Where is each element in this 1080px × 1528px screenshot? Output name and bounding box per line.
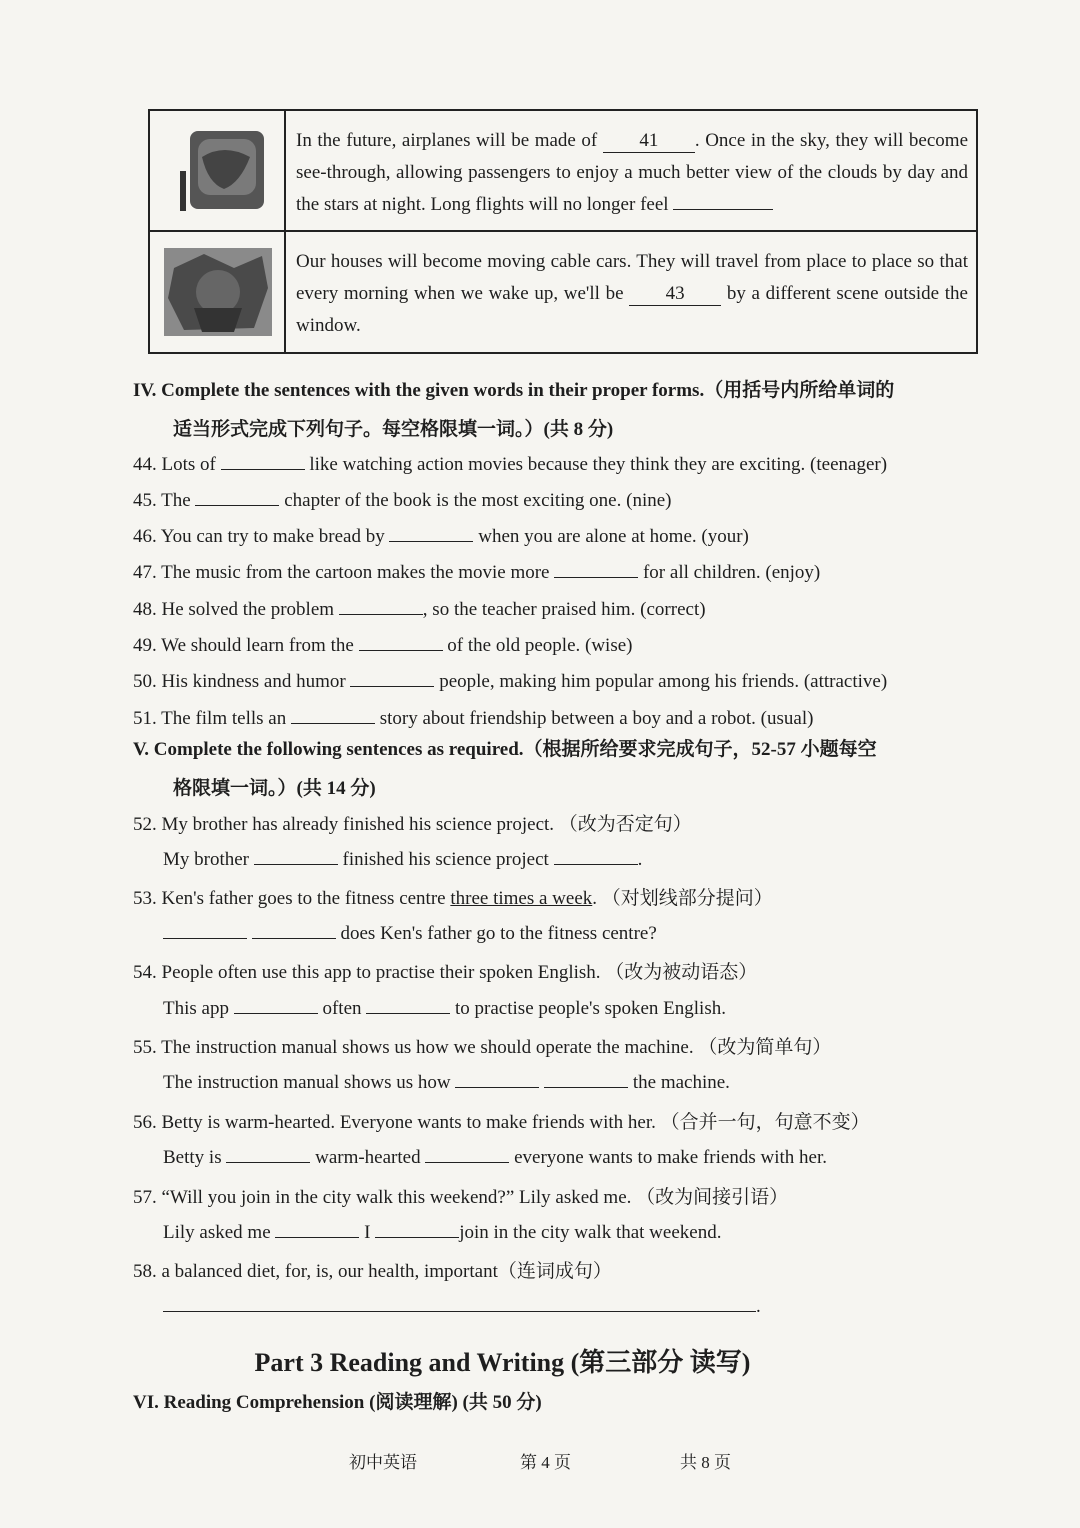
question-text: 57. “Will you join in the city walk this weekend?” Lily asked me. bbox=[133, 1187, 632, 1208]
question-text: 50. His kindness and humor bbox=[133, 671, 346, 692]
question-text: , so the teacher praised him. (correct) bbox=[422, 599, 706, 620]
answer-text: often bbox=[322, 998, 362, 1019]
question-57 bbox=[133, 1182, 788, 1209]
question-text: 54. People often use this app to practise their spoken English. bbox=[133, 962, 601, 983]
answer-line-58[interactable] bbox=[163, 1311, 756, 1312]
answer-text: Betty is bbox=[163, 1147, 222, 1168]
answer-blank[interactable] bbox=[339, 596, 423, 615]
question-52 bbox=[133, 809, 692, 836]
question-text: like watching action movies because they think they are exciting. (teenager) bbox=[309, 454, 888, 475]
question-44 bbox=[133, 451, 887, 476]
answer-blank[interactable] bbox=[389, 523, 473, 542]
answer-blank[interactable] bbox=[221, 451, 305, 470]
section-4-heading bbox=[133, 374, 973, 408]
answer-blank[interactable] bbox=[554, 846, 638, 865]
question-58 bbox=[133, 1256, 612, 1283]
question-46 bbox=[133, 523, 749, 548]
answer-blank[interactable] bbox=[254, 846, 338, 865]
answer-line-period: . bbox=[756, 1296, 761, 1317]
question-56 bbox=[133, 1107, 870, 1134]
question-45 bbox=[133, 487, 672, 512]
question-text: when you are alone at home. (your) bbox=[478, 526, 749, 547]
section-title-cn: （根据所给要求完成句子，52-57 小题每空 bbox=[523, 739, 877, 760]
answer-blank[interactable] bbox=[366, 995, 450, 1014]
answer-text: The instruction manual shows us how bbox=[163, 1072, 451, 1093]
answer-blank[interactable] bbox=[234, 995, 318, 1014]
question-instruction: （改为否定句） bbox=[558, 814, 692, 835]
answer-blank[interactable] bbox=[554, 559, 638, 578]
section-5-heading bbox=[133, 733, 973, 767]
question-instruction: （改为简单句） bbox=[698, 1037, 832, 1058]
question-text: 45. The bbox=[133, 490, 191, 511]
answer-53 bbox=[163, 920, 657, 945]
answer-text: the machine. bbox=[632, 1072, 730, 1093]
question-text: 44. Lots of bbox=[133, 454, 216, 475]
section-5-heading-cont: 格限填一词。）(共 14 分) bbox=[173, 778, 376, 799]
section-6-heading: VI. Reading Comprehension (阅读理解) (共 50 分) bbox=[133, 1392, 542, 1413]
passage-text bbox=[296, 246, 968, 342]
answer-52 bbox=[163, 846, 642, 871]
passage-text bbox=[296, 125, 968, 221]
question-51 bbox=[133, 705, 813, 730]
image-cell bbox=[150, 232, 286, 352]
question-text: 56. Betty is warm-hearted. Everyone wants to make friends with her. bbox=[133, 1112, 656, 1133]
answer-57 bbox=[163, 1219, 721, 1244]
house-photo bbox=[164, 248, 272, 336]
question-text: chapter of the book is the most exciting one. (nine) bbox=[284, 490, 672, 511]
question-text: 58. a balanced diet, for, is, our health, important bbox=[133, 1261, 498, 1282]
table-row bbox=[150, 232, 976, 352]
section-title: V. Complete the following sentences as required. bbox=[133, 739, 524, 760]
question-text: 53. Ken's father goes to the fitness centre bbox=[133, 888, 446, 909]
answer-blank[interactable] bbox=[425, 1144, 509, 1163]
question-text: 48. He solved the problem bbox=[133, 599, 335, 620]
question-instruction: （对划线部分提问） bbox=[601, 888, 773, 909]
section-title-cn: （用括号内所给单词的 bbox=[704, 380, 895, 401]
answer-blank[interactable] bbox=[291, 705, 375, 724]
answer-blank[interactable] bbox=[252, 920, 336, 939]
answer-blank[interactable] bbox=[226, 1144, 310, 1163]
answer-text: Lily asked me bbox=[163, 1222, 271, 1243]
question-text: 49. We should learn from the bbox=[133, 635, 354, 656]
question-text: 52. My brother has already finished his science project. bbox=[133, 814, 555, 835]
passage-text-part: In the future, airplanes will be made of bbox=[296, 130, 598, 151]
footer-page: 第 4 页 bbox=[520, 1453, 571, 1472]
question-53 bbox=[133, 883, 773, 910]
table-row bbox=[150, 111, 976, 232]
question-text: 47. The music from the cartoon makes the movie more bbox=[133, 562, 550, 583]
footer-subject: 初中英语 bbox=[349, 1453, 417, 1472]
underlined-part: three times a week bbox=[450, 888, 593, 909]
section-title: IV. Complete the sentences with the given words in their proper forms. bbox=[133, 380, 705, 401]
answer-blank[interactable] bbox=[195, 487, 279, 506]
airplane-photo bbox=[180, 127, 268, 215]
footer-total: 共 8 页 bbox=[680, 1453, 731, 1472]
image-cell bbox=[150, 111, 286, 230]
passage-table bbox=[148, 109, 978, 354]
question-48 bbox=[133, 596, 706, 621]
question-50 bbox=[133, 668, 887, 693]
question-54 bbox=[133, 957, 757, 984]
question-text: people, making him popular among his friends. (attractive) bbox=[439, 671, 888, 692]
answer-text: My brother bbox=[163, 849, 250, 870]
answer-55 bbox=[163, 1069, 730, 1094]
answer-text: warm-hearted bbox=[315, 1147, 421, 1168]
question-text: of the old people. (wise) bbox=[447, 635, 633, 656]
answer-text: I bbox=[364, 1222, 371, 1243]
answer-blank[interactable] bbox=[359, 632, 443, 651]
part-3-heading: Part 3 Reading and Writing (第三部分 读写) bbox=[254, 1348, 751, 1377]
answer-text: everyone wants to make friends with her. bbox=[514, 1147, 827, 1168]
passage-text-part: Our houses will become moving cable cars. They will travel from place to place so that every morning when we wake up, we'll be bbox=[296, 251, 968, 304]
answer-text: finished his science project bbox=[342, 849, 549, 870]
section-4-heading-cont: 适当形式完成下列句子。每空格限填一词。）(共 8 分) bbox=[173, 419, 614, 440]
answer-text: This app bbox=[163, 998, 229, 1019]
answer-blank[interactable] bbox=[350, 668, 434, 687]
blank-42[interactable] bbox=[673, 189, 773, 210]
passage-text-part: by a different scene outside the window. bbox=[296, 283, 968, 336]
answer-text: to practise people's spoken English. bbox=[455, 998, 726, 1019]
answer-56 bbox=[163, 1144, 827, 1169]
answer-blank[interactable] bbox=[375, 1219, 459, 1238]
question-47 bbox=[133, 559, 820, 584]
question-text: for all children. (enjoy) bbox=[642, 562, 821, 583]
answer-text: . bbox=[637, 849, 643, 870]
question-instruction: （改为间接引语） bbox=[636, 1187, 789, 1208]
passage-text-part: . Once in the sky, they will become see-through, allowing passengers to enjoy a much better view of the clouds by day and the stars at night. Long flights will no longer feel bbox=[296, 130, 969, 215]
answer-text: does Ken's father go to the fitness centre? bbox=[340, 923, 657, 944]
blank-43[interactable]: 43 bbox=[629, 283, 721, 306]
answer-text: join in the city walk that weekend. bbox=[459, 1222, 722, 1243]
answer-blank[interactable] bbox=[544, 1069, 628, 1088]
question-instruction: （改为被动语态） bbox=[605, 962, 758, 983]
question-instruction: （连词成句） bbox=[497, 1261, 612, 1282]
question-text: story about friendship between a boy and a robot. (usual) bbox=[379, 708, 814, 729]
answer-blank[interactable] bbox=[455, 1069, 539, 1088]
blank-41[interactable]: 41 bbox=[603, 130, 695, 153]
question-instruction: （合并一句，句意不变） bbox=[660, 1112, 870, 1133]
answer-blank[interactable] bbox=[163, 920, 247, 939]
question-text: . bbox=[592, 888, 598, 909]
question-text: 46. You can try to make bread by bbox=[133, 526, 385, 547]
question-49 bbox=[133, 632, 633, 657]
answer-blank[interactable] bbox=[275, 1219, 359, 1238]
question-55 bbox=[133, 1032, 831, 1059]
answer-54 bbox=[163, 995, 726, 1020]
question-text: 51. The film tells an bbox=[133, 708, 287, 729]
question-text: 55. The instruction manual shows us how we should operate the machine. bbox=[133, 1037, 694, 1058]
